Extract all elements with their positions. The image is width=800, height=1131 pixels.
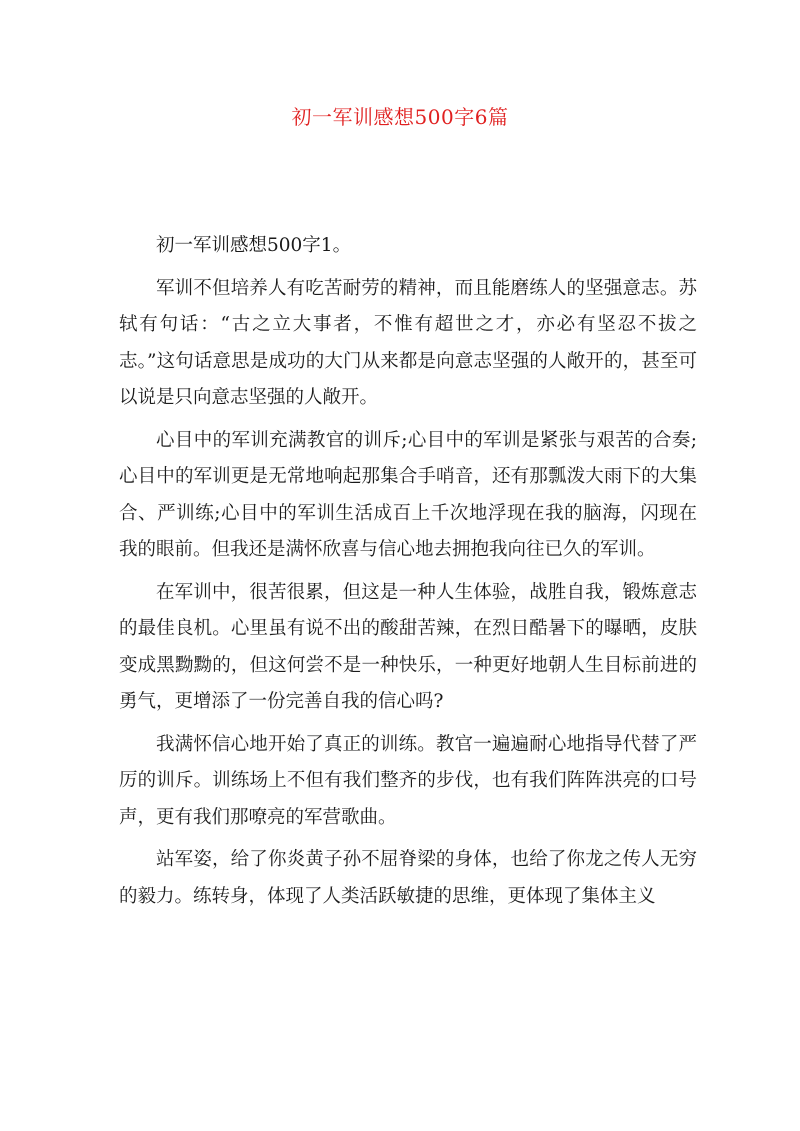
paragraph-1: 军训不但培养人有吃苦耐劳的精神，而且能磨练人的坚强意志。苏轼有句话：“古之立大事者，不惟有超世之才，亦必有坚忍不拔之志。”这句话意思是成功的大门从来都是向意志坚强的人敞开的，甚至可以说是只向意志坚强的人敞开。 <box>119 277 697 408</box>
paragraph-3: 在军训中，很苦很累，但这是一种人生体验，战胜自我，锻炼意志的最佳良机。心里虽有说不出的酸甜苦辣，在烈日酷暑下的曝晒，皮肤变成黑黝黝的，但这何尝不是一种快乐，一种更好地朝人生目标前进的勇气，更增添了一份完善自我的信心吗? <box>119 581 697 712</box>
section-heading: 初一军训感想500字1。 <box>156 235 352 256</box>
document-body <box>119 228 697 915</box>
document-title: 初一军训感想500字6篇 <box>291 105 509 129</box>
paragraph-2: 心目中的军训充满教官的训斥;心目中的军训是紧张与艰苦的合奏;心目中的军训更是无常地响起那集合手哨音，还有那瓢泼大雨下的大集合、严训练;心目中的军训生活成百上千次地浮现在我的脑海，闪现在我的眼前。但我还是满怀欣喜与信心地去拥抱我向往已久的军训。 <box>119 429 697 560</box>
paragraph-5: 站军姿，给了你炎黄子孙不屈脊梁的身体，也给了你龙之传人无穷的毅力。练转身，体现了人类活跃敏捷的思维，更体现了集体主义 <box>119 849 697 907</box>
paragraph-4: 我满怀信心地开始了真正的训练。教官一遍遍耐心地指导代替了严厉的训斥。训练场上不但有我们整齐的步伐，也有我们阵阵洪亮的口号声，更有我们那嘹亮的军营歌曲。 <box>119 733 697 828</box>
